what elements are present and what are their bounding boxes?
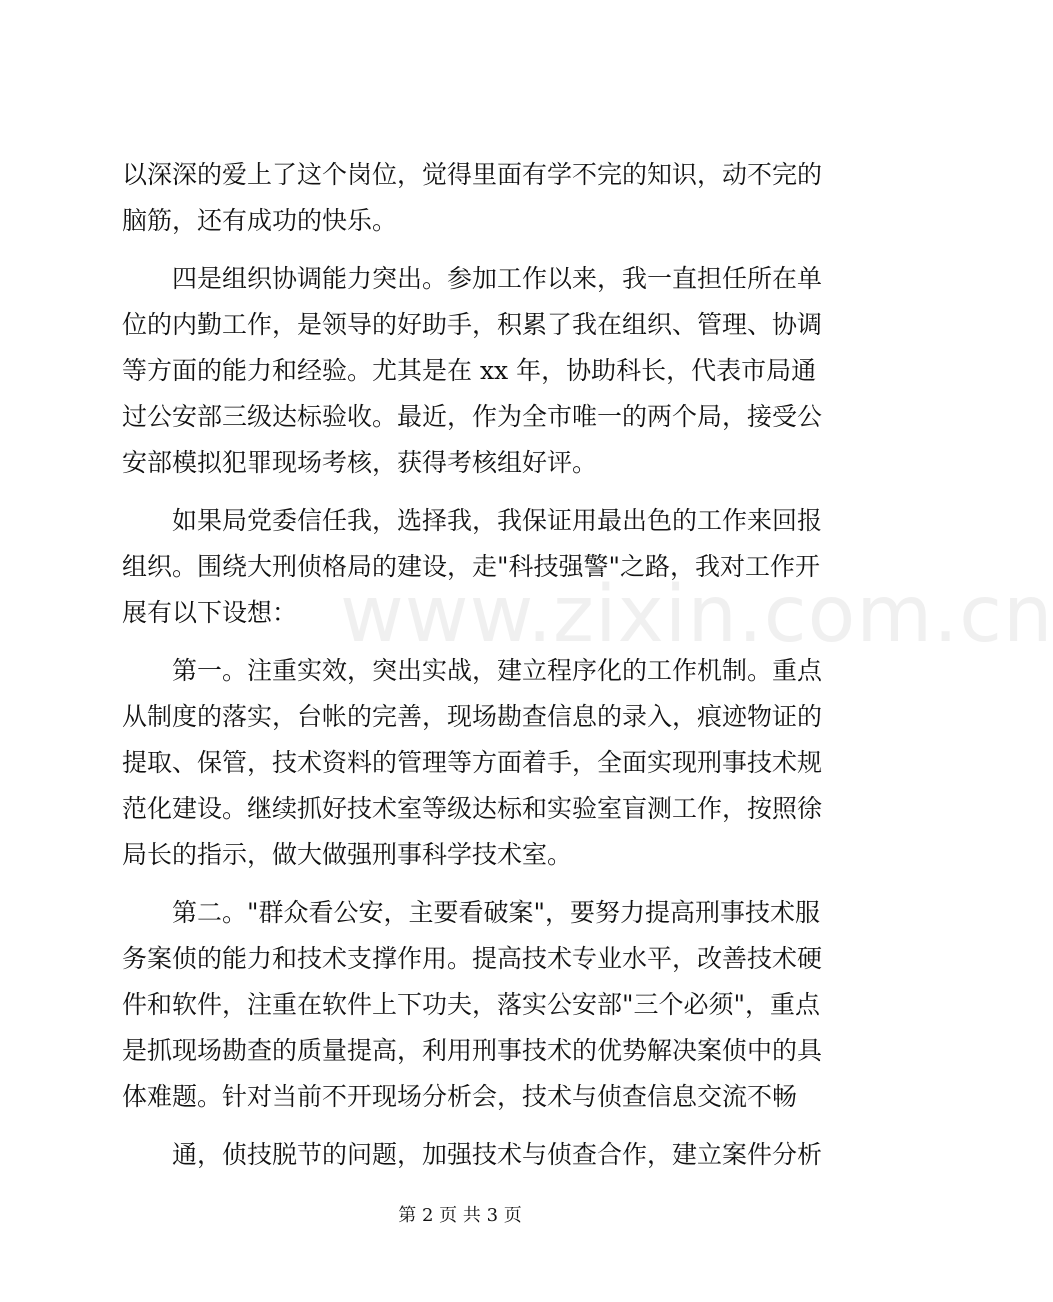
text-line: 通，侦技脱节的问题，加强技术与侦查合作，建立案件分析 — [172, 1140, 823, 1169]
paragraph-1 — [122, 152, 823, 244]
text-line: 第一。注重实效，突出实战，建立程序化的工作机制。重点 — [172, 656, 823, 685]
text-line: 展有以下设想： — [122, 598, 298, 627]
text-line: 如果局党委信任我，选择我，我保证用最出色的工作来回报 — [172, 506, 823, 535]
text-line: 安部模拟犯罪现场考核，获得考核组好评。 — [122, 448, 598, 477]
paragraph-5 — [122, 890, 823, 1120]
text-line: 件和软件，注重在软件上下功夫，落实公安部"三个必须"，重点 — [122, 990, 821, 1019]
text-line: 位的内勤工作，是领导的好助手，积累了我在组织、管理、协调 — [122, 310, 823, 339]
paragraph-3 — [122, 498, 823, 636]
page-footer: 第 2 页 共 3 页 — [398, 1205, 522, 1226]
paragraph-2 — [122, 256, 823, 486]
paragraph-6 — [122, 1132, 823, 1178]
text-line: 脑筋，还有成功的快乐。 — [122, 206, 398, 235]
text-line: 范化建设。继续抓好技术室等级达标和实验室盲测工作，按照徐 — [122, 794, 823, 823]
text-line: 体难题。针对当前不开现场分析会，技术与侦查信息交流不畅 — [122, 1082, 798, 1111]
text-line: 从制度的落实，台帐的完善，现场勘查信息的录入，痕迹物证的 — [122, 702, 823, 731]
text-line: 提取、保管，技术资料的管理等方面着手，全面实现刑事技术规 — [122, 748, 823, 777]
text-line: 组织。围绕大刑侦格局的建设，走"科技强警"之路，我对工作开 — [122, 552, 821, 581]
text-line: 是抓现场勘查的质量提高，利用刑事技术的优势解决案侦中的具 — [122, 1036, 823, 1065]
paragraph-4 — [122, 648, 823, 878]
text-line: 务案侦的能力和技术支撑作用。提高技术专业水平，改善技术硬 — [122, 944, 823, 973]
text-line: 四是组织协调能力突出。参加工作以来，我一直担任所在单 — [172, 264, 823, 293]
text-line: 过公安部三级达标验收。最近，作为全市唯一的两个局，接受公 — [122, 402, 823, 431]
text-line: 局长的指示，做大做强刑事科学技术室。 — [122, 840, 573, 869]
text-line: 等方面的能力和经验。尤其是在 xx 年，协助科长，代表市局通 — [122, 356, 817, 385]
text-line: 第二。"群众看公安，主要看破案"，要努力提高刑事技术服 — [172, 898, 821, 927]
watermark: www.zixin.com.cn — [340, 570, 1053, 660]
text-line: 以深深的爱上了这个岗位，觉得里面有学不完的知识，动不完的 — [122, 160, 823, 189]
document-body — [122, 152, 823, 1178]
